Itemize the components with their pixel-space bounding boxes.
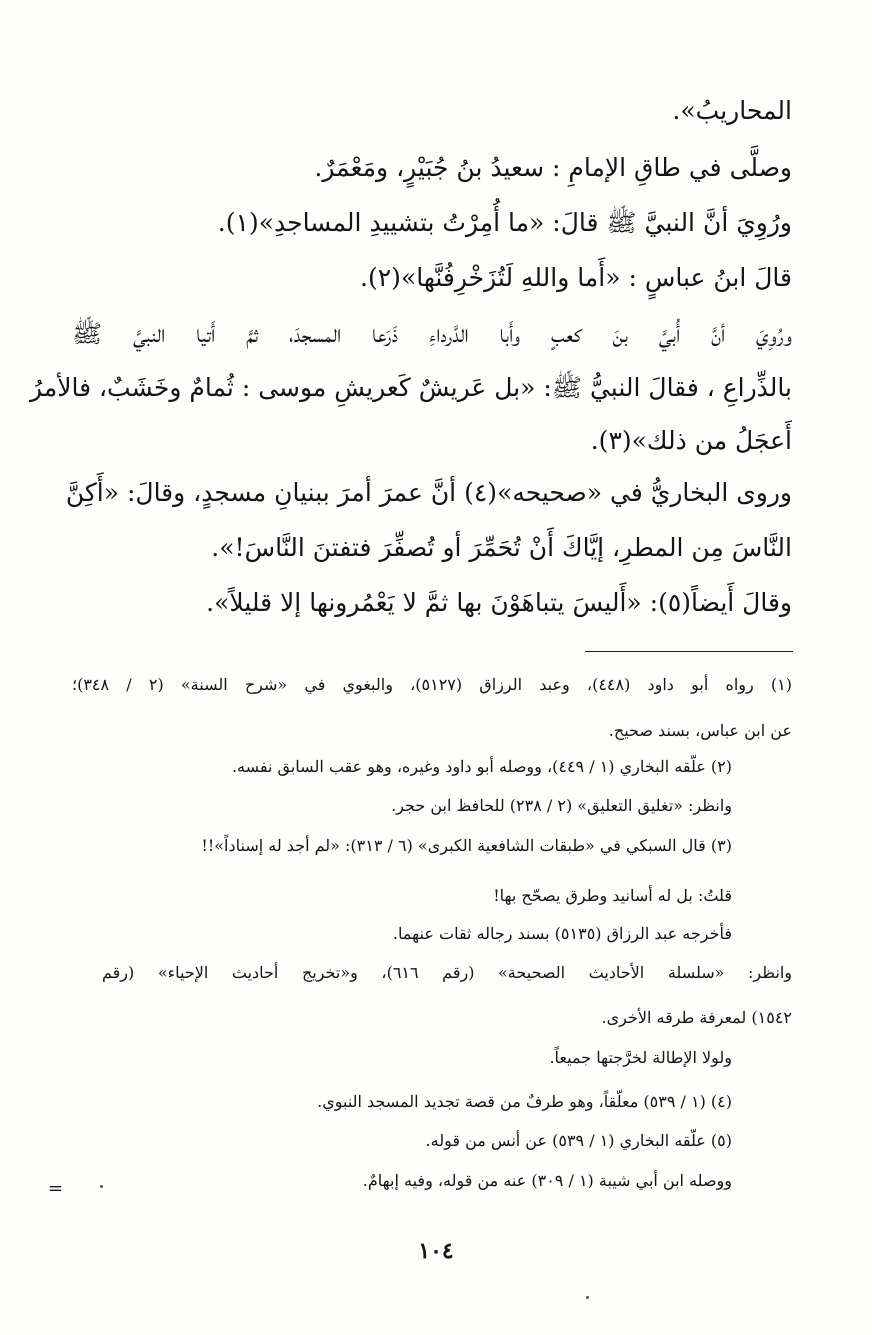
main-text-line: النَّاسَ مِن المطرِ، إيَّاكَ أَنْ تُحَمِّرَ أو تُصفِّرَ فتفتنَ النَّاسَ!». <box>211 533 792 562</box>
main-text-line: وصلَّى في طاقِ الإمامِ : سعيدُ بنُ جُبَيْرٍ، ومَعْمَرٌ. <box>314 153 792 182</box>
footnote-separator <box>585 651 793 652</box>
main-text-line: وروى البخاريُّ في «صحيحه»(٤) أنَّ عمرَ أمرَ ببنيانِ مسجدٍ، وقالَ: «أَكِنَّ <box>65 478 792 507</box>
main-text-line: بالذِّراعِ ، فقالَ النبيُّ ﷺ: «بل عَريشٌ كَعريشِ موسى : ثُمامٌ وخَشَبٌ، فالأمرُ <box>30 373 792 402</box>
footnote-line: وانظر: «تغليق التعليق» (٢ / ٢٣٨) للحافظ ابن حجر. <box>391 796 732 815</box>
main-text-line: ورُوِيَ أنَّ النبيَّ ﷺ قالَ: «ما أُمِرْتُ بتشييدِ المساجدِ»(١). <box>217 208 792 237</box>
footnote-line: ١٥٤٢) لمعرفة طرقه الأخرى. <box>601 1008 792 1027</box>
footnote-line: وانظر: «سلسلة الأحاديث الصحيحة» (رقم ٦١٦)، و«تخريج أحاديث الإحياء» (رقم <box>102 963 792 982</box>
margin-continuation-mark: = <box>48 1178 64 1199</box>
footnote-line: قلتُ: بل له أسانيد وطرق يصحّح بها! <box>493 886 732 905</box>
main-text-line: وقالَ أَيضاً(٥): «أَليسَ يتباهَوْنَ بها ثمَّ لا يَعْمُرونها إلا قليلاً». <box>206 588 792 617</box>
scan-speck <box>586 1296 589 1299</box>
footnote-line: (٣) قال السبكي في «طبقات الشافعية الكبرى» (٦ / ٣١٣): «لم أجد له إسناداً»!! <box>201 836 732 855</box>
footnote-line: (٤) (١ / ٥٣٩) معلّقاً، وهو طرفٌ من قصة تجديد المسجد النبوي. <box>317 1092 732 1111</box>
main-text-line: أَعجَلُ من ذلك»(٣). <box>590 426 792 455</box>
footnote-line: ولولا الإطالة لخرَّجتها جميعاً. <box>549 1048 732 1067</box>
footnote-line: ووصله ابن أبي شيبة (١ / ٣٠٩) عنه من قوله، وفيه إبهامٌ. <box>362 1171 732 1190</box>
scan-speck <box>100 1185 103 1188</box>
main-text-line: المحاريبُ». <box>672 96 792 125</box>
footnote-line: (٥) علّقه البخاري (١ / ٥٣٩) عن أنس من قوله. <box>425 1131 732 1150</box>
main-text-line: قالَ ابنُ عباسٍ : «أَما واللهِ لَتُزَخْرِفُنَّها»(٢). <box>360 263 792 292</box>
page-number: ١٠٤ <box>418 1238 454 1264</box>
footnote-line: (٢) علّقه البخاري (١ / ٤٤٩)، ووصله أبو داود وغيره، وهو عقب السابق نفسه. <box>231 757 732 776</box>
footnote-line: (١) رواه أبو داود (٤٤٨)، وعبد الرزاق (٥١٢٧)، والبغوي في «شرح السنة» (٢ / ٣٤٨)؛ <box>72 675 793 694</box>
footnote-line: فأخرجه عبد الرزاق (٥١٣٥) بسند رجاله ثقات عنهما. <box>392 924 732 943</box>
main-text-line: ورُوِيَ أنَّ أُبيَّ بنَ كعبٍ وأَبا الدَّرداءِ ذَرَعا المسجدَ، ثمَّ أَتيا النبيَّ ﷺ <box>72 319 792 348</box>
footnote-line: عن ابن عباس، بسند صحيح. <box>608 721 792 740</box>
